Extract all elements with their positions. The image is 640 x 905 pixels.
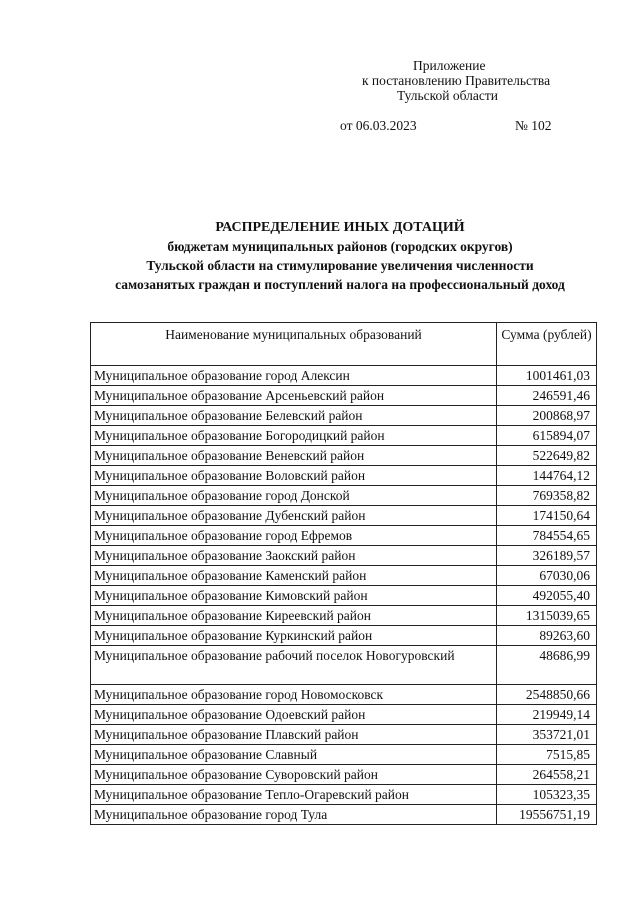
municipality-name: Муниципальное образование город Донской	[91, 486, 497, 506]
amount-value: 615894,07	[497, 426, 597, 446]
table-body	[91, 366, 597, 825]
amount-value: 353721,01	[497, 725, 597, 745]
table-row	[91, 366, 597, 386]
table-row	[91, 705, 597, 725]
appendix-label: Приложение	[413, 58, 486, 73]
amount-value: 144764,12	[497, 466, 597, 486]
municipality-name: Муниципальное образование Суворовский район	[91, 765, 497, 785]
table-row	[91, 626, 597, 646]
title-line-1: РАСПРЕДЕЛЕНИЕ ИНЫХ ДОТАЦИЙ	[215, 220, 465, 235]
document-number: № 102	[515, 118, 552, 133]
amount-value: 1315039,65	[497, 606, 597, 626]
amount-value: 326189,57	[497, 546, 597, 566]
amount-value: 522649,82	[497, 446, 597, 466]
table-row	[91, 486, 597, 506]
appendix-block	[330, 58, 590, 103]
municipality-name: Муниципальное образование Богородицкий район	[91, 426, 497, 446]
table-row	[91, 725, 597, 745]
municipality-name: Муниципальное образование Одоевский район	[91, 705, 497, 725]
table-header-row	[91, 323, 597, 366]
municipality-name: Муниципальное образование город Алексин	[91, 366, 497, 386]
table-row	[91, 805, 597, 825]
table-row	[91, 406, 597, 426]
amount-value: 105323,35	[497, 785, 597, 805]
municipality-name: Муниципальное образование город Тула	[91, 805, 497, 825]
title-line-3: Тульской области на стимулирование увеличения численности	[146, 258, 534, 273]
amount-value: 492055,40	[497, 586, 597, 606]
title-line-4: самозанятых граждан и поступлений налога на профессиональный доход	[115, 277, 565, 292]
table-row	[91, 606, 597, 626]
amount-value: 219949,14	[497, 705, 597, 725]
amount-value: 2548850,66	[497, 685, 597, 705]
municipality-name: Муниципальное образование Кимовский район	[91, 586, 497, 606]
appendix-region: Тульской области	[397, 88, 498, 103]
table-row	[91, 446, 597, 466]
table-row	[91, 586, 597, 606]
table-row	[91, 546, 597, 566]
table-row	[91, 466, 597, 486]
header-sum: Сумма (рублей)	[497, 323, 597, 366]
table-row	[91, 785, 597, 805]
table-row	[91, 745, 597, 765]
amount-value: 246591,46	[497, 386, 597, 406]
amount-value: 1001461,03	[497, 366, 597, 386]
table-row	[91, 526, 597, 546]
table-row	[91, 426, 597, 446]
municipality-name: Муниципальное образование Куркинский район	[91, 626, 497, 646]
amount-value: 784554,65	[497, 526, 597, 546]
municipality-name: Муниципальное образование Заокский район	[91, 546, 497, 566]
municipality-name: Муниципальное образование Белевский район	[91, 406, 497, 426]
municipality-name: Муниципальное образование Славный	[91, 745, 497, 765]
municipality-name: Муниципальное образование Каменский район	[91, 566, 497, 586]
amount-value: 67030,06	[497, 566, 597, 586]
table-row	[91, 566, 597, 586]
document-date: от 06.03.2023	[340, 118, 417, 133]
distribution-table	[90, 322, 597, 825]
header-name: Наименование муниципальных образований	[91, 323, 497, 366]
amount-value: 200868,97	[497, 406, 597, 426]
table-row	[91, 506, 597, 526]
amount-value: 264558,21	[497, 765, 597, 785]
document-title	[40, 218, 640, 294]
municipality-name: Муниципальное образование Тепло-Огаревский район	[91, 785, 497, 805]
title-line-2: бюджетам муниципальных районов (городских округов)	[167, 239, 513, 254]
municipality-name: Муниципальное образование Киреевский район	[91, 606, 497, 626]
municipality-name: Муниципальное образование город Ефремов	[91, 526, 497, 546]
amount-value: 19556751,19	[497, 805, 597, 825]
municipality-name: Муниципальное образование Плавский район	[91, 725, 497, 745]
table-row	[91, 386, 597, 406]
amount-value: 174150,64	[497, 506, 597, 526]
municipality-name: Муниципальное образование Дубенский район	[91, 506, 497, 526]
table-row	[91, 685, 597, 705]
municipality-name: Муниципальное образование Веневский район	[91, 446, 497, 466]
table-row	[91, 646, 597, 685]
table-row	[91, 765, 597, 785]
municipality-name: Муниципальное образование город Новомосковск	[91, 685, 497, 705]
appendix-resolution: к постановлению Правительства	[362, 73, 551, 88]
municipality-name: Муниципальное образование рабочий поселок Новогуровский	[91, 646, 497, 685]
municipality-name: Муниципальное образование Воловский район	[91, 466, 497, 486]
amount-value: 769358,82	[497, 486, 597, 506]
amount-value: 89263,60	[497, 626, 597, 646]
municipality-name: Муниципальное образование Арсеньевский район	[91, 386, 497, 406]
amount-value: 7515,85	[497, 745, 597, 765]
amount-value: 48686,99	[497, 646, 597, 685]
